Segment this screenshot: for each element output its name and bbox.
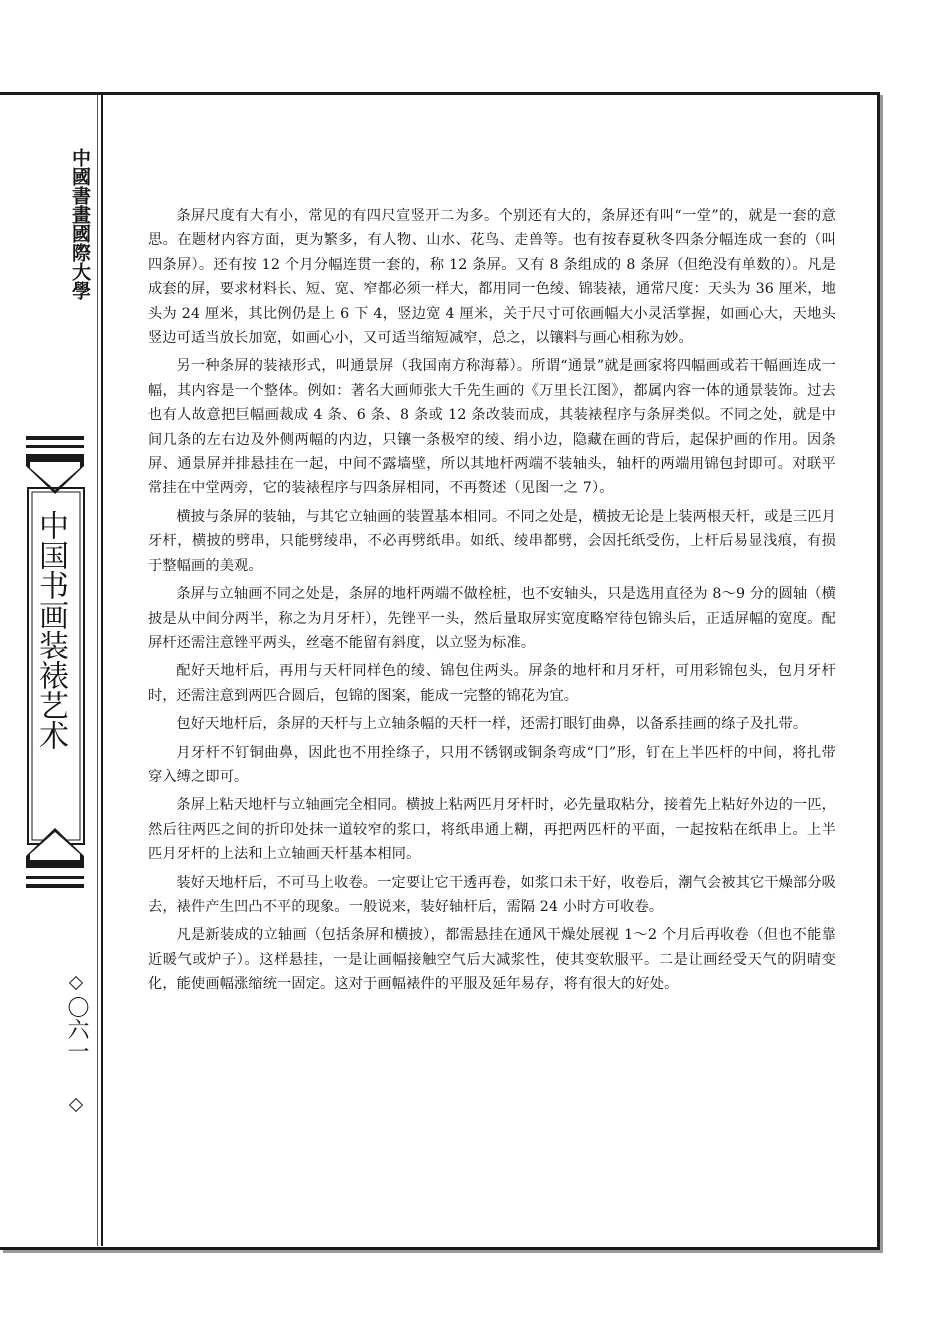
paragraph: 另一种条屏的装裱形式，叫通景屏（我国南方称海幕）。所谓“通景”就是画家将四幅画或若干幅画连成一幅，其内容是一个整体。例如：著名大画师张大千先生画的《万里长江图》，都属内容一体的通景装饰。过去也有人故意把巨幅画裁成 4 条、6 条、8 条或 12 条改装而成，其装裱程序与条屏类似。不同之处，就是中间几条的左右边及外侧两幅的内边，只镶一条极窄的绫、绢小边，隐藏在画的背后，起保护画的作用。因条屏、通景屏并排悬挂在一起，中间不露墙壁，所以其地杆两端不装轴头，轴杆的两端用锦包封即可。对联平常挂在中堂两旁，它的装裱程序与四条屏相同，不再赘述（见图一之 7）。: [148, 358, 836, 497]
book-title: 中国书画装裱艺术: [33, 510, 68, 750]
paragraph: 横披与条屏的装轴，与其它立轴画的装置基本相同。不同之处是，横披无论是上装两根天杆，或是三匹月牙杆，横披的劈串，只能劈绫串，不必再劈纸串。如纸、绫串都劈，会因托纸受伤，上杆后易显浅痕，有损于整幅画的美观。: [148, 508, 836, 574]
body-text: [148, 204, 836, 1001]
school-name: 中國書畫國際大學: [69, 148, 91, 300]
paragraph: 凡是新装成的立轴画（包括条屏和横披），都需悬挂在通风干燥处展视 1～2 个月后再收卷（但也不能靠近暖气或炉子）。这样悬挂，一是让画幅接触空气后大减浆性，使其变软服平。二是让画经受天气的阴晴变化，能使画幅涨缩统一固定。这对于画幅裱件的平服及延年易存，将有很大的好处。: [148, 927, 836, 993]
paragraph: 条屏尺度有大有小，常见的有四尺宣竖开二为多。个别还有大的，条屏还有叫“一堂”的，就是一套的意思。在题材内容方面，更为繁多，有人物、山水、花鸟、走兽等。也有按春夏秋冬四条分幅连成一套的（叫四条屏）。还有按 12 个月分幅连贯一套的，称 12 条屏。又有 8 条组成的 8 条屏（但绝没有单数的）。凡是成套的屏，要求材料长、短、宽、窄都必须一样大，都用同一色绫、锦装裱，通常尺度：天头为 36 厘米，地头为 24 厘米，其比例仍是上 6 下 4，竖边宽 4 厘米，关于尺寸可依画幅大小灵活掌握，如画心大，天地头竖边可适当放长加宽，如画心小，又可适当缩短减窄，总之，以镶料与画心相称为妙。: [148, 208, 836, 347]
side-column-divider: [101, 95, 103, 1246]
paragraph: 条屏与立轴画不同之处是，条屏的地杆两端不做栓桩，也不安轴头，只是选用直径为 8～9 分的圆轴（横披是从中间分两半，称之为月牙杆），先锉平一头，然后量取屏实宽度略窄待包锦头后，正适屏幅的宽度。配屏杆还需注意锉平两头，丝毫不能留有斜度，以立竖为标准。: [148, 586, 836, 651]
paragraph: 条屏上粘天地杆与立轴画完全相同。横披上粘两匹月牙杆时，必先量取粘分，接着先上粘好外边的一匹，然后往两匹之间的折印处抹一道较窄的浆口，将纸串通上糊，再把两匹杆的平面，一起按粘在纸串上。上半匹月牙杆的上法和上立轴画天杆基本相同。: [148, 797, 836, 863]
page-number: 〇六一: [64, 996, 89, 1062]
paragraph: 配好天地杆后，再用与天杆同样色的绫、锦包住两头。屏条的地杆和月牙杆，可用彩锦包头，包月牙杆时，还需注意到两匹合圆后，包锦的图案，能成一完整的锦花为宜。: [148, 663, 836, 704]
paragraph: 包好天地杆后，条屏的天杆与上立轴条幅的天杆一样，还需打眼钉曲鼻，以备系挂画的绦子及扎带。: [176, 716, 808, 733]
side-column-divider-inner: [97, 95, 98, 1246]
paragraph: 月牙杆不钉铜曲鼻，因此也不用拴绦子，只用不锈钢或铜条弯成“冂”形，钉在上半匹杆的中间，将扎带穿入缚之即可。: [148, 744, 836, 785]
paragraph: 装好天地杆后，不可马上收卷。一定要让它干透再卷，如浆口未干好，收卷后，潮气会被其它干燥部分吸去，裱件产生凹凸不平的现象。一般说来，装好轴杆后，需隔 24 小时方可收卷。: [148, 874, 836, 915]
